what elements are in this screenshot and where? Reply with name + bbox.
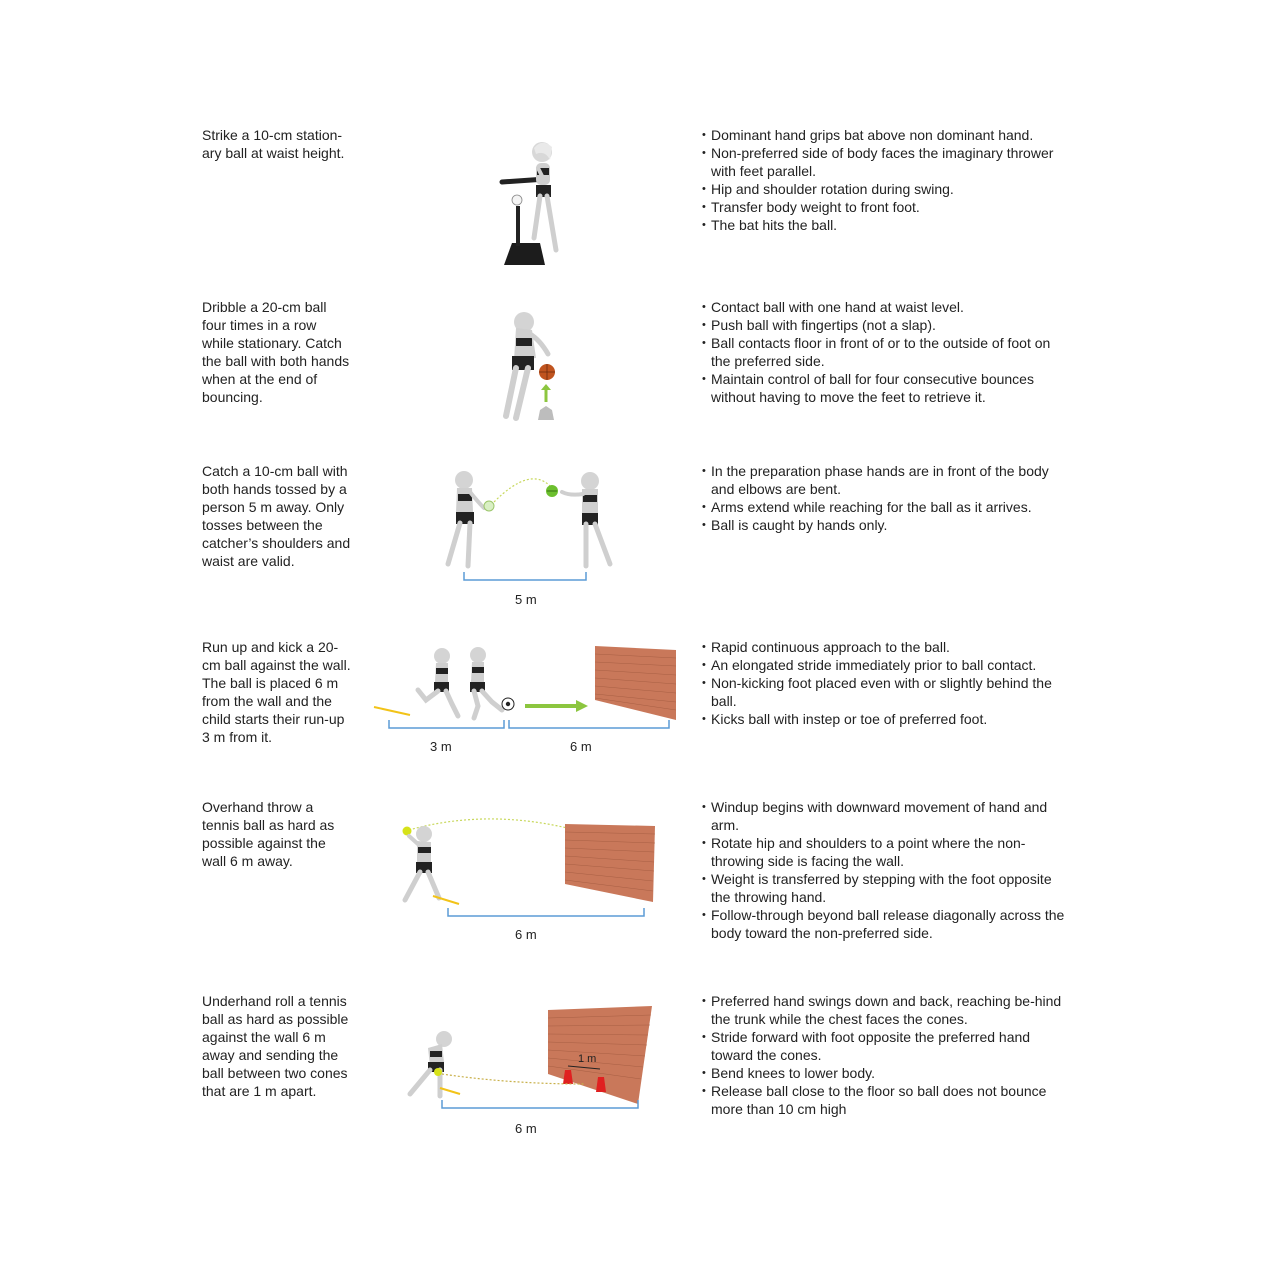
distance-label: 6 m [570,739,592,754]
task-description: Underhand roll a tennis ball as hard as possible against the wall 6 m away and sending the ball between two cones that are 1 m apart. [202,993,349,1099]
distance-label: 5 m [515,592,537,607]
cone-gap-label: 1 m [578,1053,597,1065]
criteria-item: • Non-preferred side of body faces the imaginary thrower with feet parallel. [702,144,1072,180]
criteria-item: • Rapid continuous approach to the ball. [702,638,1072,656]
criteria-item: • Follow-through beyond ball release diagonally across the body toward the non-preferred side. [702,906,1072,942]
overhand-throw-illustration [395,812,660,922]
striking-illustration [490,138,580,268]
criteria-list [702,992,1072,1118]
criteria-item: • Transfer body weight to front foot. [702,198,1072,216]
criteria-item: • Kicks ball with instep or toe of preferred foot. [702,710,1072,728]
underhand-roll-illustration [400,1004,660,1116]
criteria-item: • In the preparation phase hands are in front of the body and elbows are bent. [702,462,1072,498]
criteria-item: • Non-kicking foot placed even with or slightly behind the ball. [702,674,1072,710]
criteria-list [702,638,1072,728]
criteria-item: • Stride forward with foot opposite the preferred hand toward the cones. [702,1028,1072,1064]
criteria-item: • Ball is caught by hands only. [702,516,1072,534]
dribble-illustration [492,310,572,425]
criteria-item: • Hip and shoulder rotation during swing. [702,180,1072,198]
criteria-item: • Windup begins with downward movement of hand and arm. [702,798,1072,834]
task-description: Dribble a 20-cm ball four times in a row while stationary. Catch the ball with both hands when at the end of bouncing. [202,299,350,405]
criteria-item: • Bend knees to lower body. [702,1064,1072,1082]
criteria-item: • Push ball with fingertips (not a slap). [702,316,1072,334]
criteria-list [702,298,1072,406]
task-description: Catch a 10-cm ball with both hands tossed by a person 5 m away. Only tosses between the catcher’s shoulders and waist are valid. [202,463,351,569]
criteria-list [702,126,1072,234]
task-description: Run up and kick a 20- cm ball against the wall. The ball is placed 6 m from the wall and the child starts their run-up 3 m from it. [202,639,351,745]
kick-illustration [370,640,680,735]
criteria-item: • The bat hits the ball. [702,216,1072,234]
criteria-item: • Contact ball with one hand at waist level. [702,298,1072,316]
criteria-list [702,798,1072,942]
task-description: Overhand throw a tennis ball as hard as possible against the wall 6 m away. [202,799,335,869]
distance-label: 3 m [430,739,452,754]
criteria-item: • Release ball close to the floor so ball does not bounce more than 10 cm high [702,1082,1072,1118]
criteria-item: • Ball contacts floor in front of or to the outside of foot on the preferred side. [702,334,1072,370]
catch-illustration [440,468,630,588]
criteria-item: • Dominant hand grips bat above non dominant hand. [702,126,1072,144]
criteria-item: • Maintain control of ball for four consecutive bounces without having to move the feet to retrieve it. [702,370,1072,406]
criteria-item: • Arms extend while reaching for the ball as it arrives. [702,498,1072,516]
criteria-item: • Preferred hand swings down and back, reaching be-hind the trunk while the chest faces the cones. [702,992,1072,1028]
criteria-item: • Weight is transferred by stepping with the foot opposite the throwing hand. [702,870,1072,906]
task-description: Strike a 10-cm station- ary ball at waist height. [202,127,345,161]
criteria-item: • An elongated stride immediately prior to ball contact. [702,656,1072,674]
distance-label: 6 m [515,1121,537,1136]
criteria-item: • Rotate hip and shoulders to a point where the non-throwing side is facing the wall. [702,834,1072,870]
distance-label: 6 m [515,927,537,942]
criteria-list [702,462,1072,534]
